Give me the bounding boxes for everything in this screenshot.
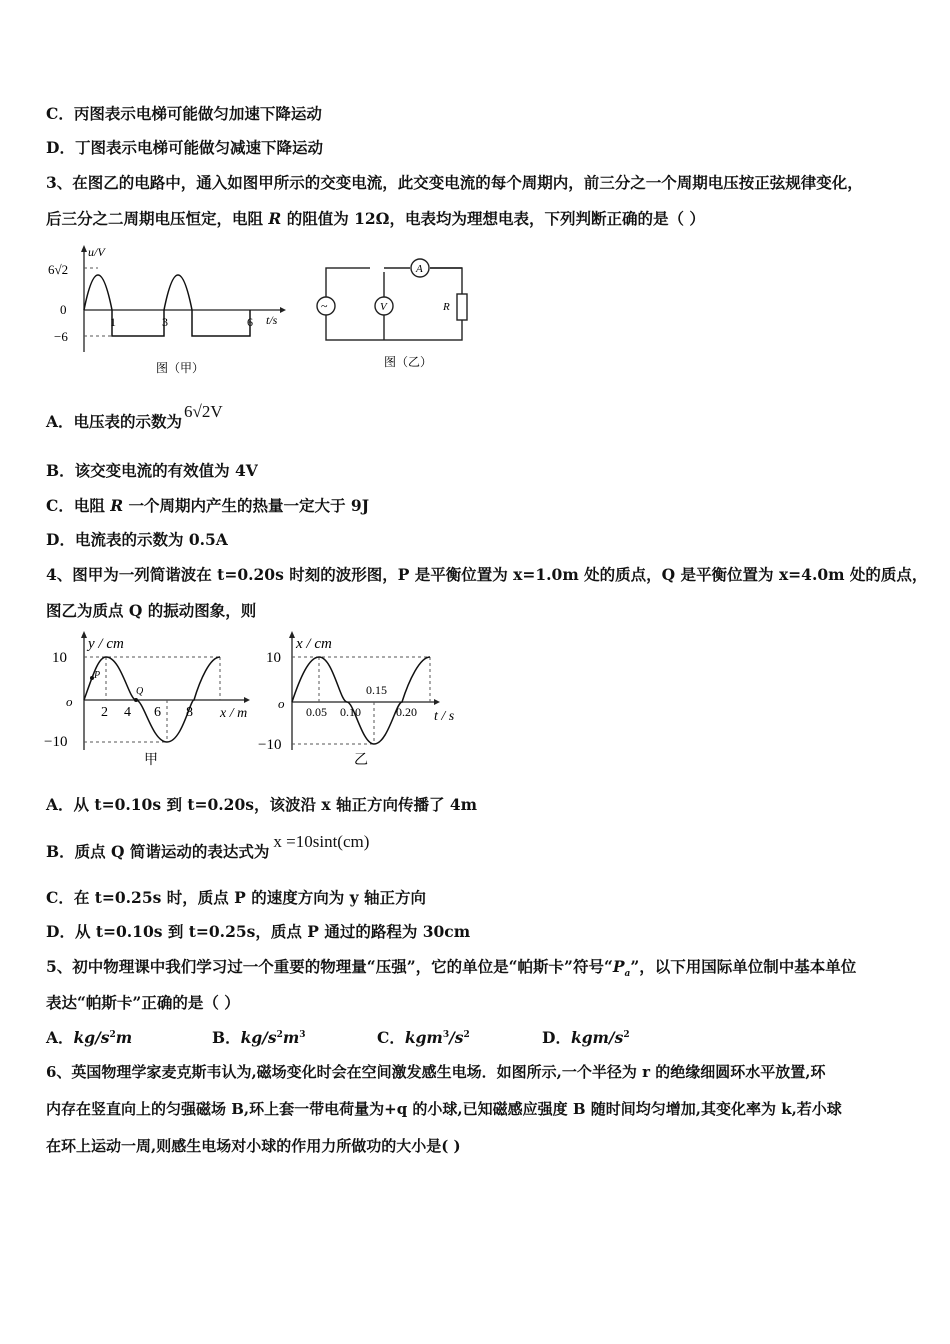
q4-stem-line-1: 4、图甲为一列简谐波在 t=0.20s 时刻的波形图，P 是平衡位置为 x=1.0m 处的质点，Q 是平衡位置为 x=4.0m 处的质点，: [46, 565, 928, 584]
q4-yi-xtick-010: 0.10: [340, 705, 361, 719]
q3-jia-sine-hump-2: [164, 275, 192, 310]
q4-yi-xlabel: t / s: [434, 709, 455, 724]
q5-option-c: C．$kgm^3/s^2$: [377, 1028, 470, 1047]
q3-figure-yi: [310, 250, 480, 375]
q3-option-a: A．电压表的示数为6√2V: [46, 402, 223, 431]
q4-option-a: A．从 t=0.10s 到 t=0.20s，该波沿 x 轴正方向传播了 4m: [46, 795, 478, 814]
q5-option-d: D．kgm/$s^2$: [542, 1028, 630, 1047]
q5-option-a: A．$kg/s^2m$: [46, 1028, 133, 1047]
q4-option-b: B．质点 Q 简谐运动的表达式为x =10sint(cm): [46, 832, 370, 861]
q5-stem-line-1: 5、初中物理课中我们学习过一个重要的物理量“压强”，它的单位是“帕斯卡”符号“$P_a$”，以下用国际单位制中基本单位: [46, 957, 857, 980]
q4-jia-xtick-4: 4: [124, 705, 131, 720]
q4-yi-ytick-top: 10: [266, 650, 281, 666]
q4-jia-point-q: [134, 698, 138, 702]
q3-yi-ammeter-label: A: [416, 263, 423, 275]
q4-jia-ytick-neg: −10: [44, 734, 68, 750]
q4-figure-jia: [44, 628, 266, 770]
q4-yi-xtick-005: 0.05: [306, 705, 327, 719]
q4-jia-xtick-6: 6: [154, 705, 161, 720]
q2-option-d: D．丁图表示电梯可能做匀减速下降运动: [46, 138, 323, 157]
q6-stem-line-1: 6、英国物理学家麦克斯韦认为,磁场变化时会在空间激发感生电场．如图所示,一个半径为 r 的绝缘细圆环水平放置,环: [46, 1063, 826, 1081]
q3-jia-sine-hump-1: [84, 275, 112, 310]
q3-jia-constant-1: [112, 310, 164, 336]
q4-option-c: C．在 t=0.25s 时，质点 P 的速度方向为 y 轴正方向: [46, 888, 427, 907]
q3-jia-ylabel: u/V: [88, 245, 105, 259]
q2-option-c: C．丙图表示电梯可能做匀加速下降运动: [46, 104, 322, 123]
q5-stem-line-2: 表达“帕斯卡”正确的是（ ）: [46, 993, 240, 1012]
q4-yi-xtick-015: 0.15: [366, 683, 387, 697]
q4-figure-yi: [258, 628, 468, 770]
q4-jia-origin: o: [66, 694, 73, 709]
q4-yi-ytick-neg: −10: [258, 737, 282, 753]
q3-yi-resistor: [457, 294, 467, 320]
q4-stem-line-2: 图乙为质点 Q 的振动图象，则: [46, 601, 257, 620]
q3-yi-caption: 图（乙）: [384, 355, 433, 369]
q3-option-b: B．该交变电流的有效值为 4V: [46, 461, 258, 480]
q4-yi-xtick-020: 0.20: [396, 705, 417, 719]
q3-stem-line-1: 3、在图乙的电路中，通入如图甲所示的交变电流，此交变电流的每个周期内，前三分之一个周期电压按正弦规律变化，: [46, 173, 863, 192]
q3-jia-xtick-6: 6: [247, 315, 253, 329]
q3-yi-voltmeter-label: V: [380, 301, 387, 313]
q4-yi-caption: 乙: [354, 753, 368, 768]
q4-jia-xlabel: x / m: [220, 706, 248, 721]
q4-yi-origin: o: [278, 696, 285, 711]
q4-jia-ylabel: y / cm: [88, 636, 124, 652]
q3-stem-line-2: 后三分之二周期电压恒定，电阻 R 的阻值为 12Ω，电表均为理想电表，下列判断正确的是（ ）: [46, 209, 705, 228]
q3-jia-xtick-1: 1: [110, 315, 116, 329]
q3-jia-caption: 图（甲）: [156, 361, 205, 375]
q3-jia-ytick-zero: 0: [60, 302, 67, 317]
q3-figure-jia: [44, 240, 294, 380]
q6-stem-line-3: 在环上运动一周,则感生电场对小球的作用力所做功的大小是( ): [46, 1137, 461, 1155]
q3-yi-source-symbol: ~: [321, 299, 328, 313]
q3-yi-circuit-loop: [326, 268, 462, 340]
q4-yi-ylabel: x / cm: [296, 636, 332, 652]
q4-jia-ytick-top: 10: [52, 650, 67, 666]
q3-option-d: D．电流表的示数为 0.5A: [46, 530, 228, 549]
q4-jia-caption: 甲: [144, 753, 158, 768]
q3-jia-ytick-neg: −6: [54, 329, 68, 344]
q3-jia-constant-2: [192, 310, 250, 336]
q4-yi-curve: [292, 657, 430, 744]
q6-stem-line-2: 内存在竖直向上的匀强磁场 B,环上套一带电荷量为+q 的小球,已知磁感应强度 B 随时间均匀增加,其变化率为 k,若小球: [46, 1100, 842, 1118]
q4-option-d: D．从 t=0.10s 到 t=0.25s，质点 P 通过的路程为 30cm: [46, 922, 471, 941]
q3-yi-resistor-label: R: [443, 301, 450, 313]
q3-option-c: C．电阻 R 一个周期内产生的热量一定大于 9J: [46, 496, 370, 515]
q4-jia-xtick-8: 8: [186, 705, 193, 720]
q4-jia-xtick-2: 2: [101, 705, 108, 720]
q5-option-b: B．$kg/s^2m^3$: [212, 1028, 306, 1047]
q3-jia-xlabel: t/s: [266, 313, 278, 327]
q3-jia-ytick-top: 6√2: [48, 262, 69, 277]
q4-jia-label-p: P: [94, 670, 101, 681]
q4-jia-label-q: Q: [136, 686, 144, 697]
q3-jia-xtick-3: 3: [162, 315, 168, 329]
